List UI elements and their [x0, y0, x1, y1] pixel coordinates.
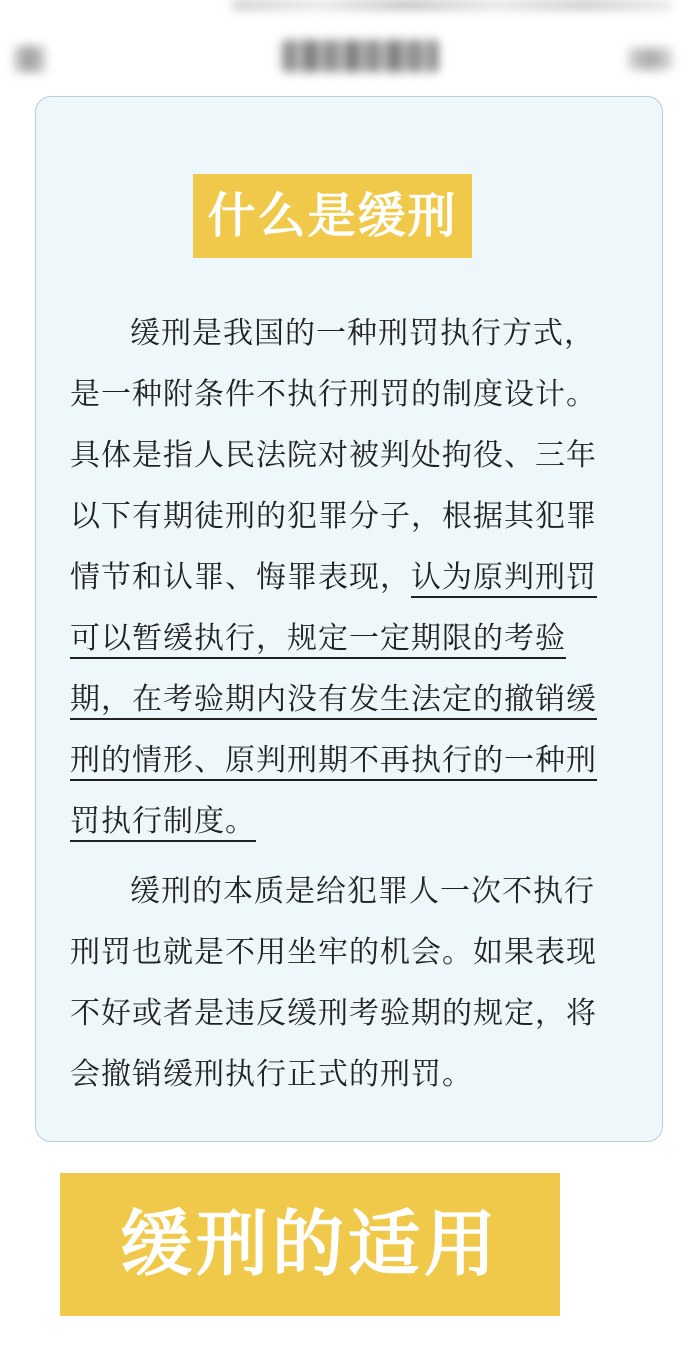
paragraph-line [70, 608, 640, 669]
line-text: 刑罚也就是不用坐牢的机会。如果表现 [70, 935, 597, 970]
paragraph-line [70, 983, 640, 1044]
line-text: 会撤销缓刑执行正式的刑罚。 [70, 1057, 473, 1092]
paragraph-line [70, 364, 640, 425]
back-icon[interactable] [14, 46, 46, 72]
underlined-text: 可以暂缓执行，规定一定期限的考验 [70, 621, 566, 656]
paragraph-line [70, 922, 640, 983]
paragraph-line [70, 303, 640, 364]
section-title-badge: 什么是缓刑 [193, 174, 472, 258]
underlined-text: 认为原判刑罚 [411, 560, 597, 595]
paragraph-line [70, 486, 640, 547]
applicability-heading-badge: 缓刑的适用 [60, 1173, 560, 1316]
paragraph-line [70, 669, 640, 730]
underlined-text: 期，在考验期内没有发生法定的撤销缓 [70, 682, 597, 717]
line-text: 缓刑是我国的一种刑罚执行方式， [130, 316, 595, 351]
essence-paragraph [70, 861, 640, 1105]
line-text: 是一种附条件不执行刑罚的制度设计。 [70, 377, 597, 412]
line-text: 具体是指人民法院对被判处拘役、三年 [70, 438, 597, 473]
paragraph-line [70, 730, 640, 791]
underlined-text: 罚执行制度。 [70, 804, 256, 839]
more-icon[interactable] [628, 48, 672, 70]
blurred-header-title [282, 40, 438, 72]
paragraph-line [70, 1044, 640, 1105]
paragraph-line [70, 425, 640, 486]
paragraph-line [70, 861, 640, 922]
definition-paragraph [70, 303, 640, 852]
blurred-top-strip [232, 0, 672, 10]
line-text: 情节和认罪、悔罪表现， [70, 560, 411, 595]
line-text: 不好或者是违反缓刑考验期的规定，将 [70, 996, 597, 1031]
paragraph-line [70, 547, 640, 608]
underlined-text: 刑的情形、原判刑期不再执行的一种刑 [70, 743, 597, 778]
paragraph-line [70, 791, 640, 852]
line-text: 以下有期徒刑的犯罪分子，根据其犯罪 [70, 499, 597, 534]
line-text: 缓刑的本质是给犯罪人一次不执行 [130, 874, 595, 909]
